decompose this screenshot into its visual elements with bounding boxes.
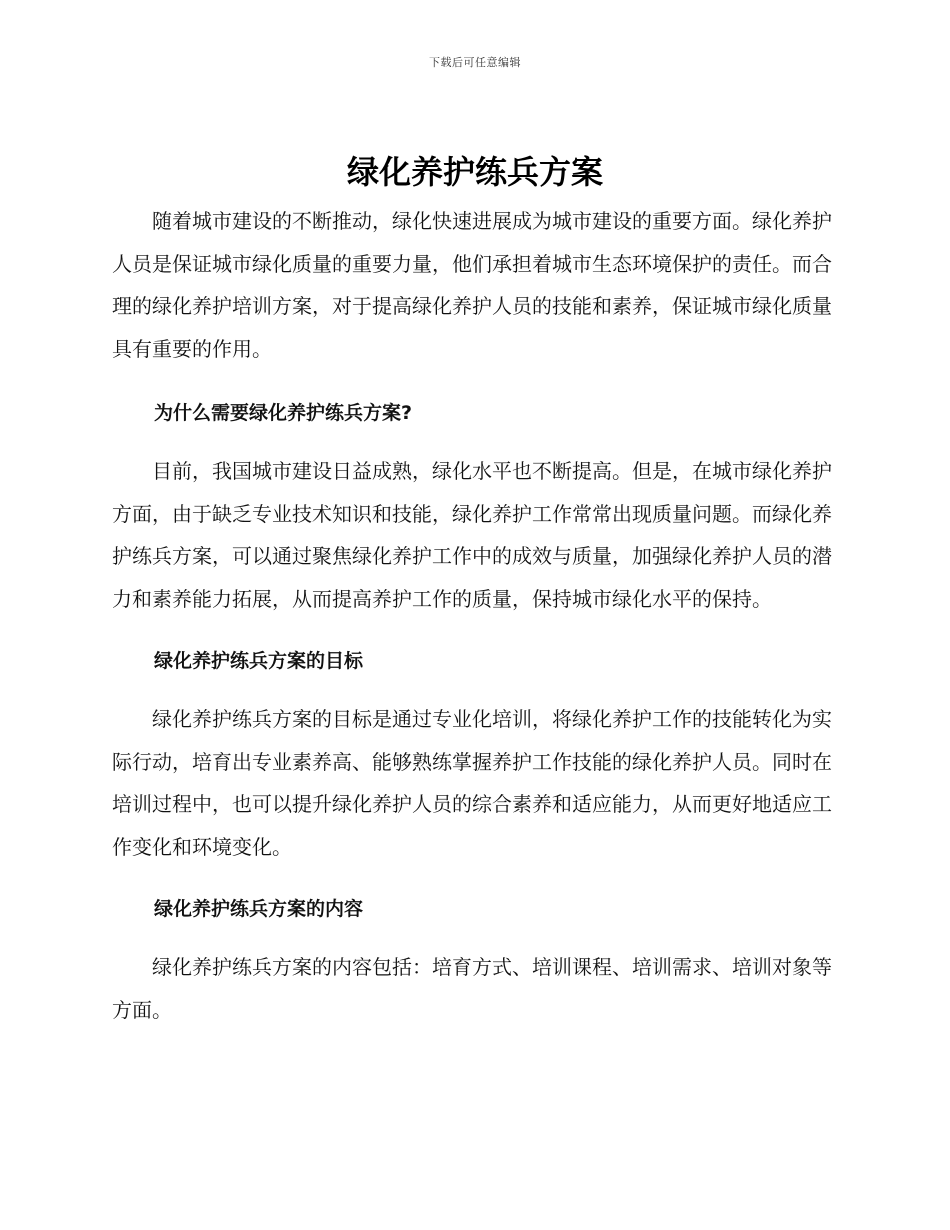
section-paragraph-content: 绿化养护练兵方案的内容包括：培育方式、培训课程、培训需求、培训对象等方面。 <box>112 955 832 1022</box>
section-paragraph-goal: 绿化养护练兵方案的目标是通过专业化培训，将绿化养护工作的技能转化为实际行动，培育出专业素养高、能够熟练掌握养护工作技能的绿化养护人员。同时在培训过程中，也可以提升绿化养护人员的综合素养和适应能力，从而更好地适应工作变化和环境变化。 <box>112 707 832 859</box>
section-paragraph-why: 目前，我国城市建设日益成熟，绿化水平也不断提高。但是，在城市绿化养护方面，由于缺乏专业技术知识和技能，绿化养护工作常常出现质量问题。而绿化养护练兵方案，可以通过聚焦绿化养护工作中的成效与质量，加强绿化养护人员的潜力和素养能力拓展，从而提高养护工作的质量，保持城市绿化水平的保持。 <box>112 459 832 611</box>
section-heading-goal: 绿化养护练兵方案的目标 <box>154 650 364 672</box>
section-heading-why: 为什么需要绿化养护练兵方案? <box>154 402 413 424</box>
document-body <box>112 200 832 1031</box>
page-header-note: 下载后可任意编辑 <box>429 56 521 69</box>
section-heading-content: 绿化养护练兵方案的内容 <box>154 898 364 920</box>
document-title: 绿化养护练兵方案 <box>346 153 603 191</box>
intro-paragraph: 随着城市建设的不断推动，绿化快速进展成为城市建设的重要方面。绿化养护人员是保证城市绿化质量的重要力量，他们承担着城市生态环境保护的责任。而合理的绿化养护培训方案，对于提高绿化养护人员的技能和素养，保证城市绿化质量具有重要的作用。 <box>112 209 832 361</box>
